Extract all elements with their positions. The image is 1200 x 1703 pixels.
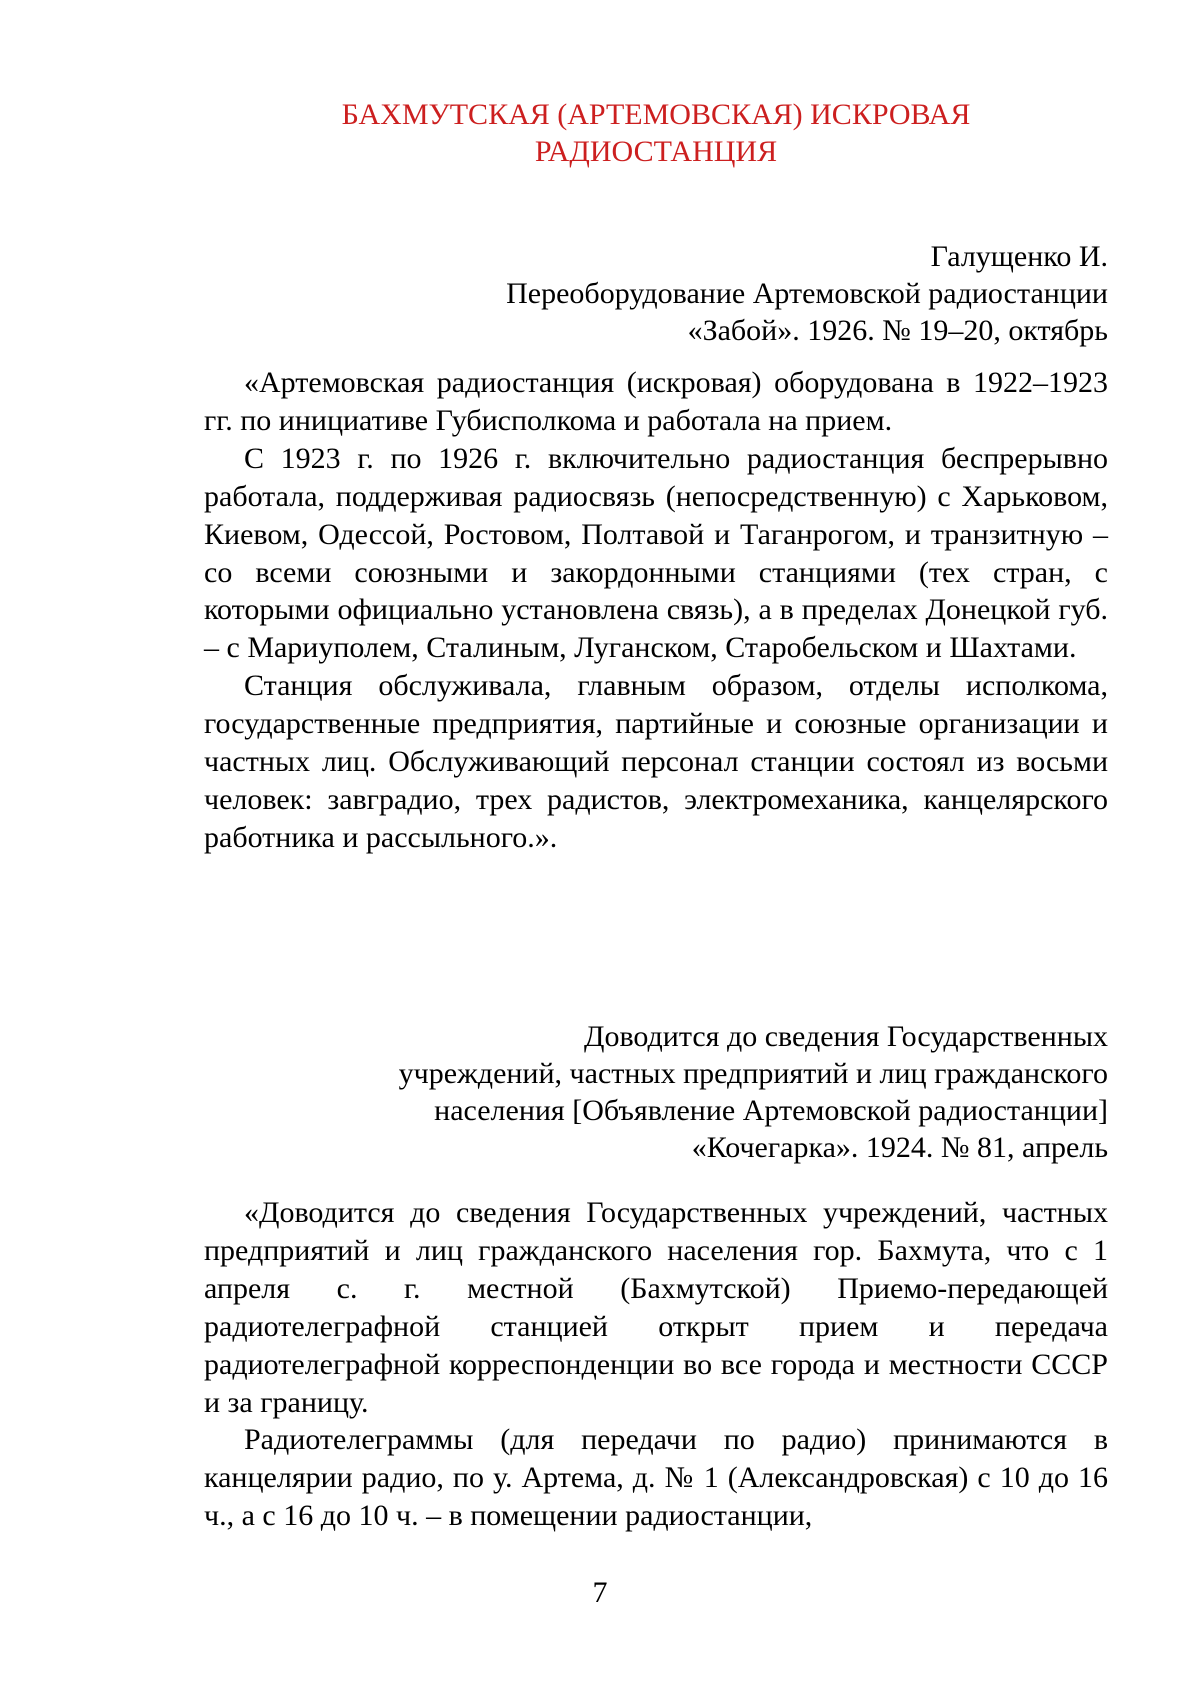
source-reference-2 xyxy=(204,1018,1108,1166)
page-title xyxy=(200,96,1112,170)
title-line-2: РАДИОСТАНЦИЯ xyxy=(534,135,778,168)
title-line-1: БАХМУТСКАЯ (АРТЕМОВСКАЯ) ИСКРОВАЯ xyxy=(341,98,971,131)
reference-line: учреждений, частных предприятий и лиц гражданского xyxy=(398,1057,1108,1090)
reference-line: населения [Объявление Артемовской радиостанции] xyxy=(434,1094,1108,1127)
quote-section-2 xyxy=(204,1194,1108,1535)
paragraph: Радиотелеграммы (для передачи по радио) принимаются в канцелярии радио, по у. Артема, д. № 1 (Александровская) с 10 до 16 ч., а с 16 до 10 ч. – в помещении радиостанции, xyxy=(204,1423,1108,1533)
paragraph: «Доводится до сведения Государственных учреждений, частных предприятий и лиц гражданского населения гор. Бахмута, что с 1 апреля с. г. местной (Бахмутской) Приемо-передающей радиотелеграфной станцией открыт прием и передача радиотелеграфной корреспонденции во все города и местности СССР и за границу. xyxy=(204,1196,1108,1419)
reference-title: Переоборудование Артемовской радиостанции xyxy=(506,277,1108,310)
reference-line: Доводится до сведения Государственных xyxy=(583,1020,1108,1053)
page-number: 7 xyxy=(592,1576,608,1609)
reference-source: «Забой». 1926. № 19–20, октябрь xyxy=(687,314,1108,347)
reference-source: «Кочегарка». 1924. № 81, апрель xyxy=(691,1131,1108,1164)
reference-author: Галущенко И. xyxy=(930,240,1108,273)
source-reference-1 xyxy=(204,238,1108,349)
paragraph: Станция обслуживала, главным образом, отделы исполкома, государственные предприятия, партийные и союзные организации и частных лиц. Обслуживающий персонал станции состоял из восьми человек: завградио, трех радистов, электромеханика, канцелярского работника и рассыльного.». xyxy=(204,669,1108,854)
paragraph: С 1923 г. по 1926 г. включительно радиостанция беспрерывно работала, поддерживая радиосвязь (непосредственную) с Харьковом, Киевом, Одессой, Ростовом, Полтавой и Таганрогом, и транзитную – со всеми союзными и закордонными станциями (тех стран, с которыми официально установлена связь), а в пределах Донецкой губ. – с Мариуполем, Сталиным, Луганском, Старобельском и Шахтами. xyxy=(204,441,1108,665)
quote-section-1 xyxy=(204,364,1108,857)
paragraph: «Артемовская радиостанция (искровая) оборудована в 1922–1923 гг. по инициативе Губисполкома и работала на прием. xyxy=(204,366,1108,437)
